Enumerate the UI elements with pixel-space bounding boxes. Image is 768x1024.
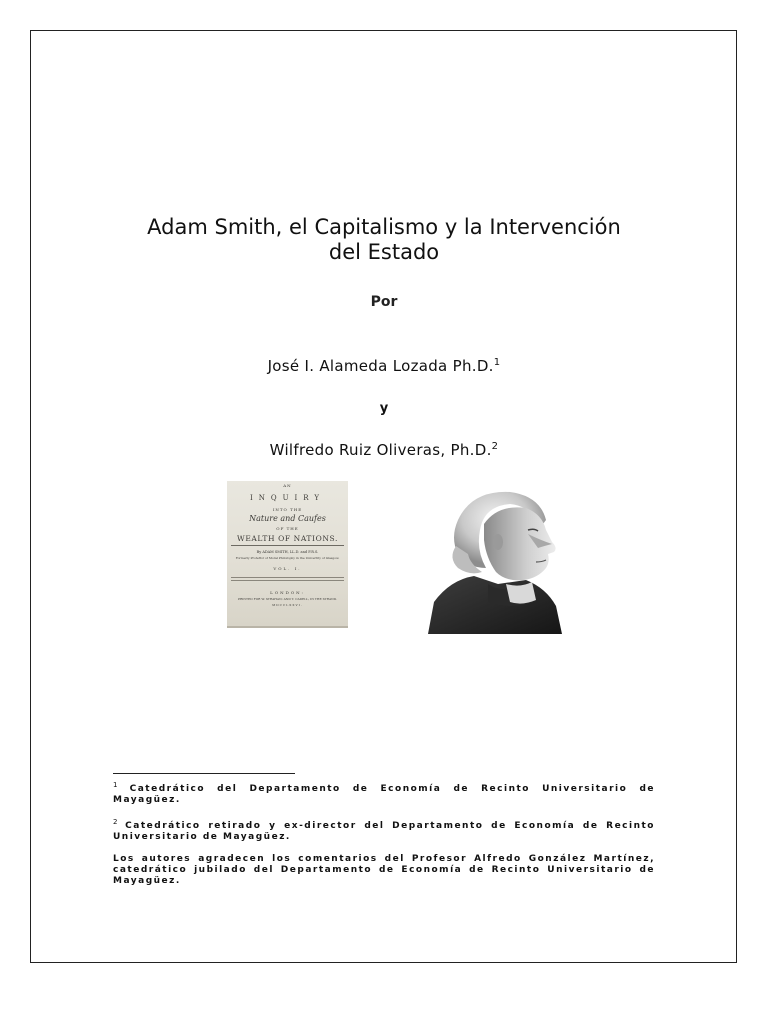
footnote-2 — [113, 817, 655, 843]
adam-smith-portrait-image — [428, 484, 574, 634]
book-title-page-image — [227, 481, 348, 628]
conjunction: y — [379, 401, 389, 416]
title-line-1: Adam Smith, el Capitalismo y la Intervención — [147, 215, 621, 239]
acknowledgement — [113, 854, 655, 887]
acknowledgement-text: Los autores agradecen los comentarios del Profesor Alfredo González Martínez, catedrático jubilado del Departamento de Economía de Recinto Universitario de Mayagüez. — [113, 854, 655, 886]
footnote-2-text: Catedrático retirado y ex-director del Departamento de Economía de Recinto Universitario de Mayagüez. — [113, 821, 655, 842]
footnote-separator — [113, 773, 295, 774]
book-nature: Nature and Caufes — [249, 514, 326, 523]
book-wealth: WEALTH OF NATIONS. — [237, 534, 338, 543]
book-rule — [231, 580, 344, 581]
footnote-1-text: Catedrático del Departamento de Economía de Recinto Universitario de Mayagüez. — [113, 784, 655, 805]
book-an: AN — [283, 483, 292, 488]
book-printed: PRINTED FOR W. STRAHAN; AND T. CADELL, IN THE STRAND. — [237, 597, 338, 601]
book-by: By ADAM SMITH, LL.D. and F.R.S. — [256, 550, 319, 554]
author-2 — [0, 441, 768, 459]
author-1 — [0, 357, 768, 375]
book-inquiry: INQUIRY — [250, 494, 325, 502]
book-into: INTO THE — [272, 507, 303, 512]
book-year: MDCCLXXVI. — [272, 603, 303, 607]
document-title — [100, 215, 668, 265]
book-rule — [231, 577, 344, 578]
author-2-footnote-mark[interactable]: 2 — [491, 441, 499, 452]
book-of-the: OF THE — [276, 526, 299, 531]
author-1-footnote-mark[interactable]: 1 — [493, 357, 501, 368]
footnotes — [113, 780, 655, 898]
footnote-2-mark: 2 — [113, 818, 118, 826]
book-formerly: Formerly Profeffor of Moral Philofophy in the Univerfity of Glasgow. — [235, 556, 340, 560]
title-line-2: del Estado — [328, 240, 440, 264]
footnote-1-mark: 1 — [113, 781, 118, 789]
book-london: LONDON: — [270, 590, 305, 595]
footnote-1 — [113, 780, 655, 806]
by-label: Por — [370, 294, 398, 310]
book-rule — [231, 545, 344, 546]
book-vol: VOL. I. — [273, 566, 302, 571]
author-1-name: José I. Alameda Lozada Ph.D. — [267, 357, 494, 375]
author-2-name: Wilfredo Ruiz Oliveras, Ph.D. — [269, 441, 492, 459]
